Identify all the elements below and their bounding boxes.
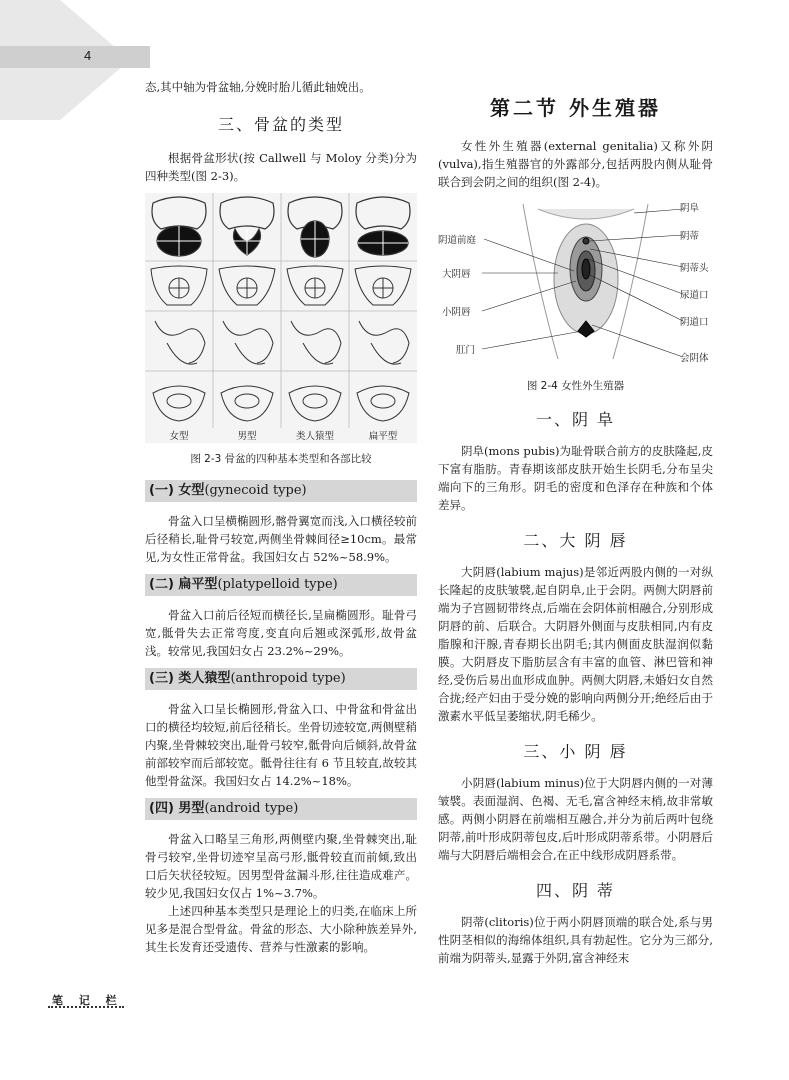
paragraph-gynecoid: 骨盆入口呈横椭圆形,髂骨翼宽而浅,入口横径较前后径稍长,耻骨弓较宽,两侧坐骨棘间径≥10cm。最常见,为女性正常骨盆。我国妇女占 52%~58.9%。 bbox=[145, 514, 417, 564]
type-block-gynecoid bbox=[145, 480, 417, 566]
fig24-label-mons: 阴阜 bbox=[680, 203, 700, 214]
paragraph-android: 骨盆入口略呈三角形,两侧壁内聚,坐骨棘突出,耻骨弓较窄,坐骨切迹窄呈高弓形,骶骨较直而前倾,致出口后矢状径较短。因男型骨盆漏斗形,往往造成难产。较少见,我国妇女仅占 1%~3.7%。 bbox=[145, 832, 417, 900]
chapter-title: 第二节 外生殖器 bbox=[490, 96, 661, 120]
fig23-label-anthropoid: 类人猿型 bbox=[295, 431, 335, 442]
section-heading-clitoris: 四、阴 蒂 bbox=[535, 881, 616, 900]
paragraph-anthropoid: 骨盆入口呈长椭圆形,骨盆入口、中骨盆和骨盆出口的横径均较短,前后径稍长。坐骨切迹较宽,两侧壁稍内聚,坐骨棘较突出,耻骨弓较窄,骶骨向后倾斜,故骨盆前部较窄而后部较宽。骶骨往往有 6 节且较直,故较其他型骨盆深。我国妇女占 14.2%~18%。 bbox=[145, 702, 417, 788]
intro-text: 态,其中轴为骨盆轴,分娩时胎儿循此轴娩出。 bbox=[145, 80, 371, 94]
subheading-anthropoid: (三) 类人猿型(anthropoid type) bbox=[145, 668, 417, 690]
fig24-label-labia-majora: 大阴唇 bbox=[442, 269, 471, 280]
fig24-label-urethral-orifice: 尿道口 bbox=[680, 290, 709, 301]
paragraph-platypelloid: 骨盆入口前后径短而横径长,呈扁椭圆形。耻骨弓宽,骶骨失去正常弯度,变直向后翘或深弧形,故骨盆浅。较常见,我国妇女占 23.2%~29%。 bbox=[145, 608, 417, 658]
fig24-label-glans: 阴蒂头 bbox=[680, 263, 709, 274]
fig24-label-anus: 肛门 bbox=[456, 345, 476, 356]
right-column bbox=[438, 92, 713, 967]
figure-caption-2-4: 图 2-4 女性外生殖器 bbox=[526, 380, 625, 392]
section-heading-labia-minora: 三、小 阴 唇 bbox=[523, 742, 628, 761]
left-column bbox=[145, 78, 417, 956]
type-block-anthropoid bbox=[145, 668, 417, 790]
fig23-label-platypelloid: 扁平型 bbox=[368, 431, 398, 442]
paragraph-clitoris: 阴蒂(clitoris)位于两小阴唇顶端的联合处,系与男性阴茎相似的海绵体组织,具有勃起性。它分为三部分,前端为阴蒂头,显露于外阴,富含神经末 bbox=[438, 915, 713, 965]
fig24-label-clitoris: 阴蒂 bbox=[680, 231, 700, 242]
fig24-label-perineal-body: 会阴体 bbox=[680, 353, 709, 364]
page-number: 4 bbox=[84, 48, 92, 63]
section-heading-labia-majora: 二、大 阴 唇 bbox=[523, 531, 628, 550]
paragraph-mons: 阴阜(mons pubis)为耻骨联合前方的皮肤隆起,皮下富有脂肪。青春期该部皮肤开始生长阴毛,分布呈尖端向下的三角形。阴毛的密度和色泽存在种族和个体差异。 bbox=[438, 444, 713, 512]
type-block-android bbox=[145, 798, 417, 902]
genitalia-illustration bbox=[523, 204, 648, 359]
section-paragraph: 根据骨盆形状(按 Callwell 与 Moloy 分类)分为四种类型(图 2-3)。 bbox=[145, 151, 417, 183]
fig23-label-android: 男型 bbox=[237, 431, 257, 442]
notes-divider bbox=[48, 1006, 124, 1008]
notes-label: 笔 记 栏 bbox=[52, 994, 123, 1007]
figure-pelvis-types bbox=[145, 193, 417, 443]
fig24-label-vaginal-orifice: 阴道口 bbox=[680, 317, 709, 328]
subheading-platypelloid: (二) 扁平型(platypelloid type) bbox=[145, 574, 417, 596]
fig24-label-labia-minora: 小阴唇 bbox=[442, 307, 471, 318]
fig23-label-gynecoid: 女型 bbox=[169, 431, 189, 442]
section-heading-mons: 一、阴 阜 bbox=[535, 410, 616, 429]
figure-external-genitalia bbox=[438, 199, 713, 374]
closing-paragraph: 上述四种基本类型只是理论上的归类,在临床上所见多是混合型骨盆。骨盆的形态、大小除种族差异外,其生长发育还受遗传、营养与性激素的影响。 bbox=[145, 904, 417, 954]
section-heading-pelvis-types: 三、骨盆的类型 bbox=[217, 115, 344, 134]
paragraph-labia-majora: 大阴唇(labium majus)是邻近两股内侧的一对纵长隆起的皮肤皱襞,起自阴阜,止于会阴。两侧大阴唇前端为子宫圆韧带终点,后端在会阴体前相融合,分别形成阴唇的前、后联合。大阴唇外侧面与皮肤相同,内有皮脂腺和汗腺,青春期长出阴毛;其内侧面皮肤湿润似黏膜。大阴唇皮下脂肪层含有丰富的血管、淋巴管和神经,受伤后易出血形成血肿。两侧大阴唇,未婚妇女自然合拢;经产妇由于受分娩的影响向两侧分开;绝经后由于激素水平低呈萎缩状,阴毛稀少。 bbox=[438, 565, 713, 723]
subheading-android: (四) 男型(android type) bbox=[145, 798, 417, 820]
subheading-gynecoid: (一) 女型(gynecoid type) bbox=[145, 480, 417, 502]
paragraph-labia-minora: 小阴唇(labium minus)位于大阴唇内侧的一对薄皱襞。表面湿润、色褐、无毛,富含神经末梢,故非常敏感。两侧小阴唇在前端相互融合,并分为前后两叶包绕阴蒂,前叶形成阴蒂包皮,后叶形成阴蒂系带。小阴唇后端与大阴唇后端相会合,在正中线形成阴唇系带。 bbox=[438, 776, 713, 862]
chapter-paragraph: 女性外生殖器(external genitalia)又称外阴(vulva),指生殖器官的外露部分,包括两股内侧从耻骨联合到会阴之间的组织(图 2-4)。 bbox=[438, 139, 713, 189]
fig24-label-vestibule: 阴道前庭 bbox=[438, 235, 477, 246]
figure-caption-2-3: 图 2-3 骨盆的四种基本类型和各部比较 bbox=[190, 453, 372, 465]
type-block-platypelloid bbox=[145, 574, 417, 660]
